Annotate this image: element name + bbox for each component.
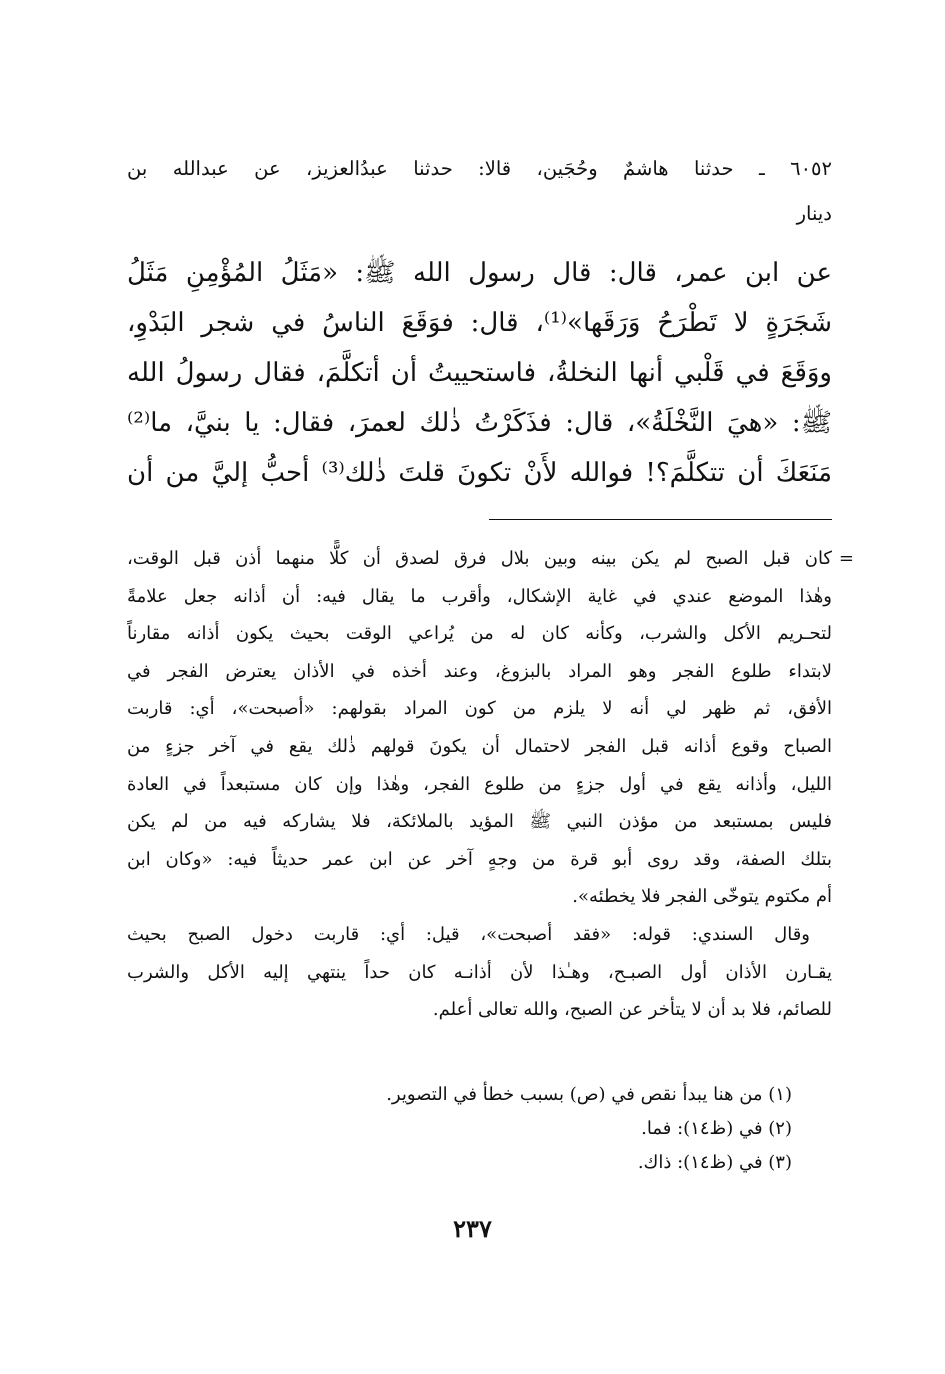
hadith-line: عن ابن عمر، قال: قال رسول الله ﷺ: «مَثَلُ المُؤْمِنِ مَثَلُ (127, 258, 832, 288)
commentary-line: فليس بمستبعد من مؤذن النبي ﷺ المؤيد بالملائكة، فلا يشاركه فيه من لم يكن (127, 811, 832, 833)
footnote-item: (٢) في (ظ١٤): فما. (641, 1118, 792, 1139)
commentary-notes (127, 540, 854, 1029)
commentary-line: لابتداء طلوع الفجر وهو المراد بالبزوغ، وعند أخذه في الأذان يعترض الفجر في (127, 660, 832, 682)
commentary-line: الليل، وأذانه يقع في أول جزءٍ من طلوع الفجر، وهٰذا وإن كان مستبعداً في العادة (127, 773, 832, 795)
hadith-line: ووَقَعَ في قَلْبي أنها النخلةُ، فاستحييتُ أن أتكلَّمَ، فقال رسولُ الله (127, 358, 832, 388)
isnad-line: دينار (796, 202, 832, 225)
isnad-line: ٦٠٥٢ ـ حدثنا هاشمٌ وحُجَين، قالا: حدثنا عبدُالعزيز، عن عبدالله بن (127, 157, 832, 180)
commentary-line: الصباح وقوع أذانه قبل الفجر لاحتمال أن يكونَ قولهم ذٰلك يقع في آخر جزءٍ من (127, 735, 832, 757)
sindi-line: وقال السندي: قوله: «فقد أصبحت»، قيل: أي: قاربت دخول الصبح بحيث (127, 923, 810, 945)
hadith-line: مَنَعَكَ أن تتكلَّمَ؟! فوالله لأَنْ تكونَ قلتَ ذٰلك⁽³⁾ أحبُّ إليَّ من أن (127, 458, 832, 488)
footnote-divider (489, 519, 832, 520)
page-number: ٢٣٧ (453, 1214, 492, 1243)
sindi-line: يقـارن الأذان أول الصبـح، وهـٰذا لأن أذانـه كان حداً ينتهي إليه الأكل والشرب (127, 961, 832, 983)
footnotes (192, 1078, 792, 1180)
commentary-line: بتلك الصفة، وقد روى أبو قرة من وجهٍ آخر عن ابن عمر حديثاً فيه: «وكان ابن (127, 848, 832, 870)
hadith-isnad (127, 146, 832, 236)
commentary-line: الأفق، ثم ظهر لي أنه لا يلزم من كون المراد بقولهم: «أصبحت»، أي: قاربت (127, 698, 832, 720)
commentary-line: وهٰذا الموضع عندي في غاية الإشكال، وأقرب ما يقال فيه: أن أذانه جعل علامةً (127, 585, 832, 607)
hadith-line: ﷺ: «هيَ النَّخْلَةُ»، قال: فذَكَرْتُ ذٰلك لعمرَ، فقال: يا بنيَّ، ما⁽²⁾ (127, 408, 832, 438)
sindi-line: للصائم، فلا بد أن لا يتأخر عن الصبح، والله تعالى أعلم. (432, 999, 832, 1021)
footnote-item: (٣) في (ظ١٤): ذاك. (637, 1152, 792, 1173)
commentary-line: أم مكتوم يتوخّى الفجر فلا يخطئه». (572, 886, 832, 908)
commentary-line: كان قبل الصبح لم يكن بينه وبين بلال فرق لصدق أن كلًّا منهما أذن قبل الوقت، (127, 548, 832, 569)
footnote-item: (١) من هنا يبدأ نقص في (ص) بسبب خطأ في التصوير. (386, 1084, 792, 1105)
continuation-mark: = (838, 548, 854, 569)
hadith-text (127, 248, 832, 498)
hadith-line: شَجَرَةٍ لا تَطْرَحُ وَرَقَها»⁽¹⁾، قال: فوَقَعَ الناسُ في شجر البَدْوِ، (127, 308, 832, 338)
commentary-line: لتحـريم الأكل والشرب، وكأنه كان له من يُراعي الوقت بحيث يكون أذانه مقارناً (127, 623, 832, 645)
